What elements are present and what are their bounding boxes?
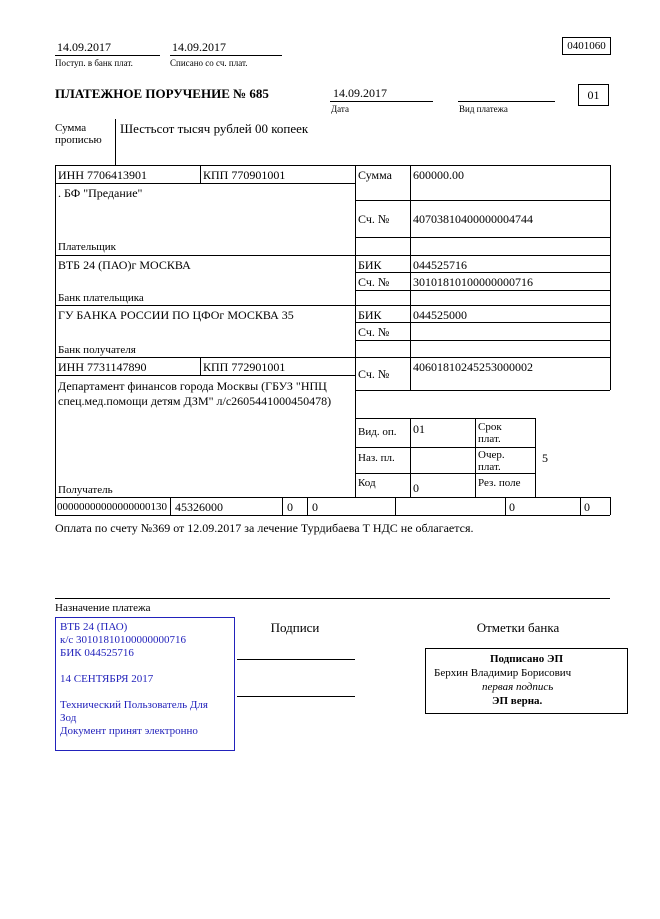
signatures-header: Подписи bbox=[270, 620, 320, 635]
payer-bank-account-label: Сч. № bbox=[358, 275, 390, 289]
received-date-label: Поступ. в банк плат. bbox=[55, 58, 133, 68]
grid-line bbox=[355, 473, 535, 474]
grid-line bbox=[535, 418, 536, 497]
grid-line bbox=[55, 165, 56, 515]
budget-cell-0: 00000000000000000130 bbox=[57, 501, 167, 513]
bank-stamp-line: БИК 044525716 bbox=[60, 647, 134, 659]
payer-account-label: Сч. № bbox=[358, 212, 390, 226]
payer-name: . БФ "Предание" bbox=[58, 186, 143, 200]
bank-stamp bbox=[55, 617, 235, 751]
payee-section-label: Получатель bbox=[58, 484, 113, 496]
grid-line bbox=[282, 497, 283, 515]
signature-line bbox=[237, 659, 355, 660]
payee-bank-name: ГУ БАНКА РОССИИ ПО ЦФОг МОСКВА 35 bbox=[58, 308, 294, 322]
payee-account-label: Сч. № bbox=[358, 367, 390, 381]
amount-words-label: Сумма прописью bbox=[55, 122, 102, 146]
grid-line bbox=[475, 418, 476, 497]
sum-label: Сумма bbox=[358, 168, 392, 182]
payer-kpp: КПП 770901001 bbox=[203, 168, 286, 182]
budget-cell-2: 0 bbox=[287, 500, 293, 514]
payer-inn: ИНН 7706413901 bbox=[58, 168, 147, 182]
srok-plat-label: Срок плат. bbox=[478, 421, 502, 445]
esign-subtitle: первая подпись bbox=[482, 681, 554, 693]
grid-line bbox=[115, 119, 116, 165]
budget-cell-6: 0 bbox=[584, 500, 590, 514]
payer-account: 40703810400000004744 bbox=[413, 212, 533, 226]
signature-line bbox=[237, 696, 355, 697]
payee-bank-bik-label: БИК bbox=[358, 308, 382, 322]
grid-line bbox=[330, 101, 433, 102]
grid-line bbox=[580, 497, 581, 515]
grid-line bbox=[355, 272, 610, 273]
grid-line bbox=[55, 598, 610, 599]
budget-cell-5: 0 bbox=[509, 500, 515, 514]
payee-name: Департамент финансов города Москвы (ГБУЗ "НПЦ спец.мед.помощи детям ДЗМ" л/с2605441000450478) bbox=[58, 379, 332, 408]
bank-stamp-line: 14 СЕНТЯБРЯ 2017 bbox=[60, 673, 154, 685]
payment-kind-label: Вид платежа bbox=[459, 104, 508, 114]
grid-line bbox=[55, 255, 610, 256]
grid-line bbox=[610, 165, 611, 390]
esign-verified: ЭП верна. bbox=[492, 695, 543, 707]
grid-line bbox=[170, 497, 171, 515]
payer-section-label: Плательщик bbox=[58, 241, 116, 253]
bank-stamp-line: Зод bbox=[60, 712, 77, 724]
bank-stamp-line: Документ принят электронно bbox=[60, 725, 198, 737]
kod-value: 0 bbox=[413, 481, 419, 495]
payee-bank-account-label: Сч. № bbox=[358, 325, 390, 339]
esign-title: Подписано ЭП bbox=[489, 653, 564, 665]
naz-pl-label: Наз. пл. bbox=[358, 452, 395, 464]
grid-line bbox=[355, 290, 610, 291]
doc-date-value: 14.09.2017 bbox=[333, 86, 387, 100]
payment-status-box: 01 bbox=[578, 84, 609, 106]
grid-line bbox=[55, 165, 610, 166]
ocher-plat-label: Очер. плат. bbox=[478, 449, 505, 473]
payee-account: 40601810245253000002 bbox=[413, 360, 533, 374]
sum-value: 600000.00 bbox=[413, 168, 464, 182]
grid-line bbox=[395, 497, 396, 515]
payee-kpp: КПП 772901001 bbox=[203, 360, 286, 374]
budget-cell-1: 45326000 bbox=[175, 500, 223, 514]
ocher-plat-value: 5 bbox=[542, 451, 548, 465]
bank-stamp-line: к/с 30101810100000000716 bbox=[60, 634, 187, 646]
grid-line bbox=[610, 497, 611, 515]
doc-date-label: Дата bbox=[331, 104, 349, 114]
bank-marks-header: Отметки банка bbox=[476, 620, 560, 635]
grid-line bbox=[170, 55, 282, 56]
received-date-value: 14.09.2017 bbox=[57, 40, 111, 54]
purpose-label: Назначение платежа bbox=[55, 602, 151, 614]
amount-words-value: Шестьсот тысяч рублей 00 копеек bbox=[120, 121, 309, 136]
grid-line bbox=[355, 390, 610, 391]
payer-bank-account: 30101810100000000716 bbox=[413, 275, 533, 289]
grid-line bbox=[355, 165, 356, 497]
debited-date-value: 14.09.2017 bbox=[172, 40, 226, 54]
payer-bank-bik-label: БИК bbox=[358, 258, 382, 272]
grid-line bbox=[200, 165, 201, 183]
debited-date-label: Списано со сч. плат. bbox=[170, 58, 248, 68]
payee-inn: ИНН 7731147890 bbox=[58, 360, 147, 374]
grid-line bbox=[355, 322, 610, 323]
grid-line bbox=[355, 418, 535, 419]
payee-bank-bik: 044525000 bbox=[413, 308, 467, 322]
grid-line bbox=[355, 340, 610, 341]
purpose-text: Оплата по счету №369 от 12.09.2017 за лечение Турдибаева Т НДС не облагается. bbox=[55, 521, 474, 535]
grid-line bbox=[355, 447, 535, 448]
grid-line bbox=[55, 497, 610, 498]
budget-cell-3: 0 bbox=[312, 500, 318, 514]
kod-label: Код bbox=[358, 477, 376, 489]
grid-line bbox=[55, 357, 610, 358]
grid-line bbox=[55, 305, 610, 306]
grid-line bbox=[505, 497, 506, 515]
esign-box bbox=[425, 648, 628, 714]
bank-stamp-line: ВТБ 24 (ПАО) bbox=[60, 621, 128, 633]
grid-line bbox=[410, 165, 411, 390]
grid-line bbox=[55, 183, 355, 184]
vid-op-value: 01 bbox=[413, 422, 425, 436]
grid-line bbox=[307, 497, 308, 515]
grid-line bbox=[410, 418, 411, 497]
grid-line bbox=[200, 357, 201, 375]
payer-bank-section-label: Банк плательщика bbox=[58, 292, 144, 304]
grid-line bbox=[55, 515, 610, 516]
grid-line bbox=[55, 375, 355, 376]
vid-op-label: Вид. оп. bbox=[358, 426, 397, 438]
doc-title: ПЛАТЕЖНОЕ ПОРУЧЕНИЕ № 685 bbox=[55, 86, 269, 101]
grid-line bbox=[355, 237, 610, 238]
esign-name: Берхин Владимир Борисович bbox=[434, 667, 572, 679]
form-code-box: 0401060 bbox=[562, 37, 611, 55]
bank-stamp-line bbox=[60, 686, 230, 699]
grid-line bbox=[355, 200, 610, 201]
payee-bank-section-label: Банк получателя bbox=[58, 344, 136, 356]
payer-bank-name: ВТБ 24 (ПАО)г МОСКВА bbox=[58, 258, 191, 272]
grid-line bbox=[458, 101, 555, 102]
rez-pole-label: Рез. поле bbox=[478, 477, 521, 489]
grid-line bbox=[55, 55, 160, 56]
payer-bank-bik: 044525716 bbox=[413, 258, 467, 272]
bank-stamp-line: Технический Пользователь Для bbox=[60, 699, 208, 711]
bank-stamp-line bbox=[60, 660, 230, 673]
